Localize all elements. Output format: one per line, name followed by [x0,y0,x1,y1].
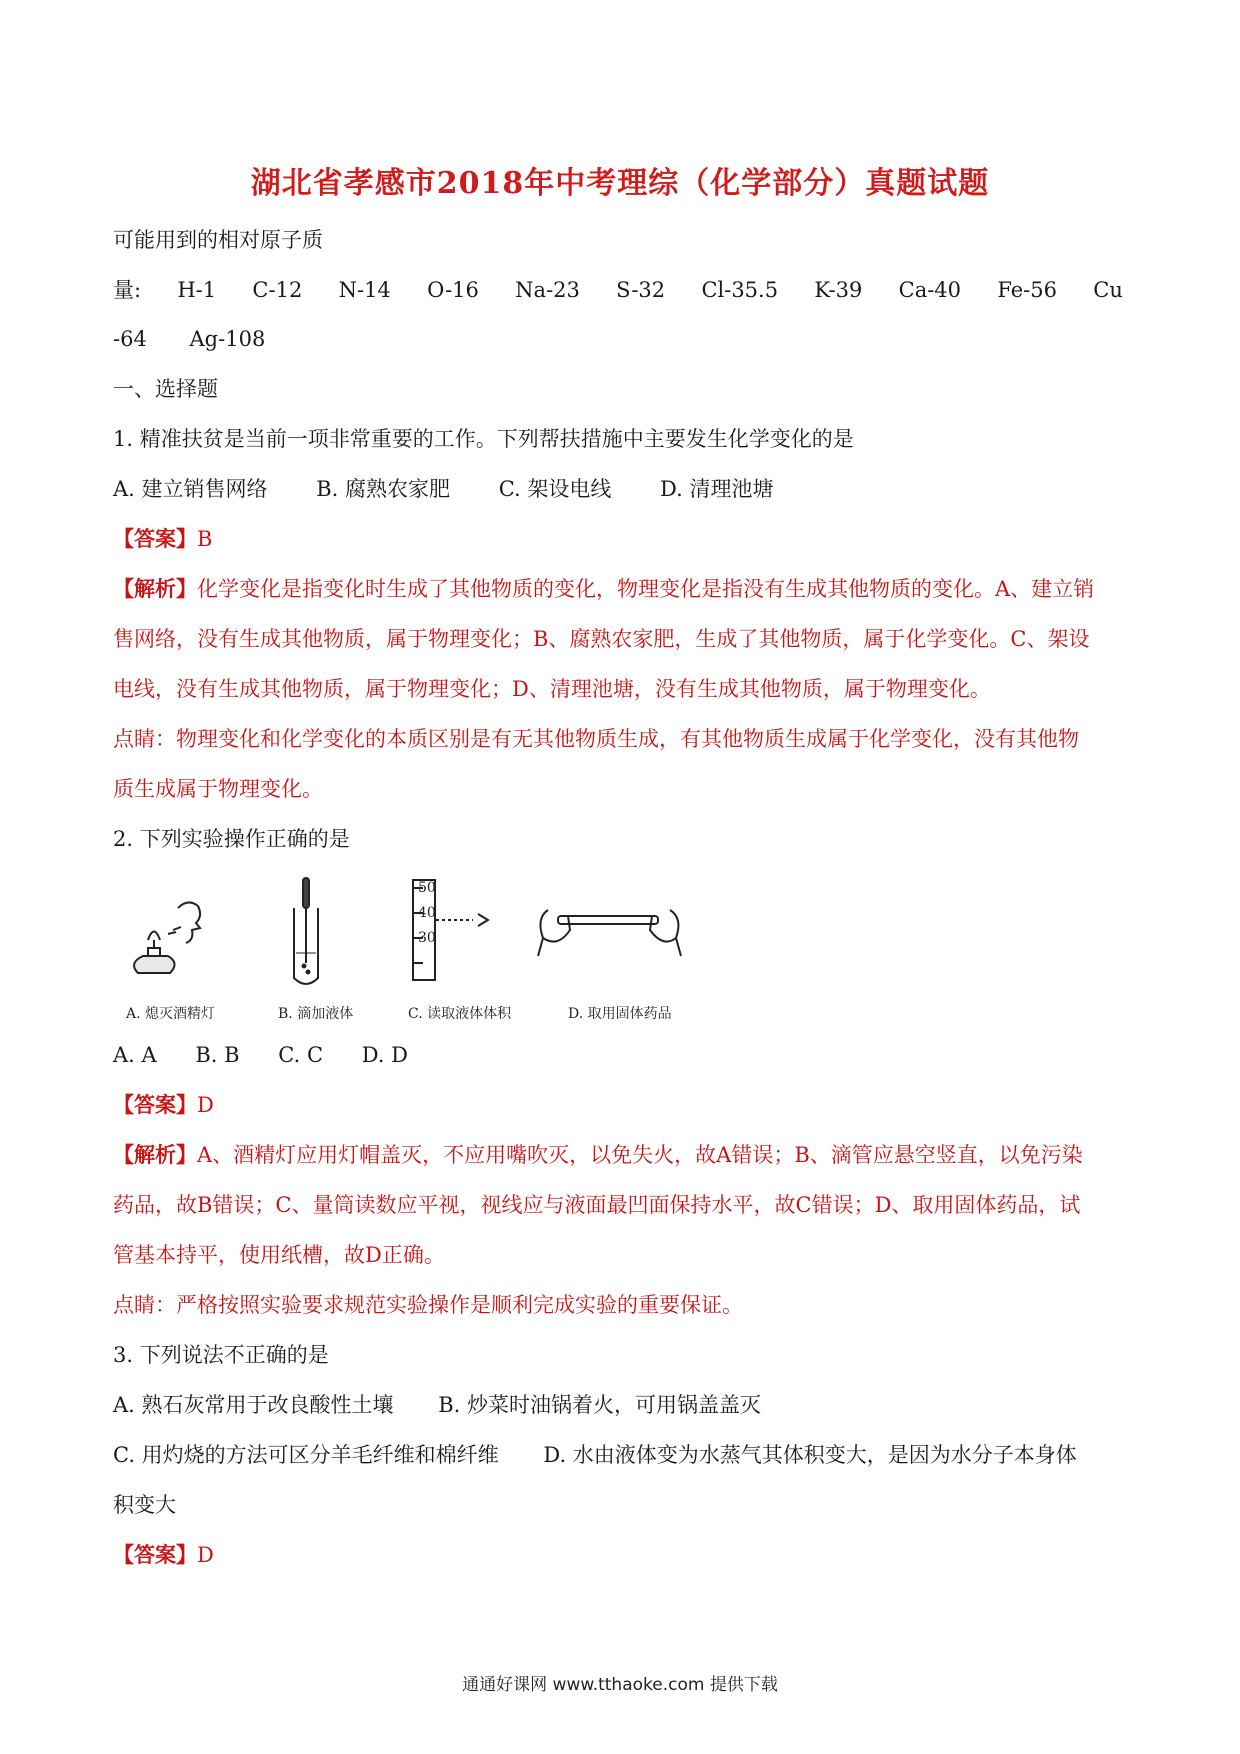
option-c: C. C [278,1043,324,1067]
option-d: D. D [361,1043,408,1067]
section-heading: 一、选择题 [113,377,218,401]
question-3-options-ab [113,1390,761,1420]
option-b: B. 炒菜时油锅着火，可用锅盖盖灭 [438,1393,761,1417]
solid-reagent-illustration [538,910,681,956]
question-3-options-cd [113,1440,1077,1470]
page-title: 湖北省孝感市2018年中考理综（化学部分）真题试题 [250,166,990,201]
question-2-answer [113,1090,214,1120]
question-2-stem: 2. 下列实验操作正确的是 [113,827,350,851]
figure-label-c: C. 读取液体体积 [408,1006,512,1022]
analysis-text: 化学变化是指变化时生成了其他物质的变化，物理变化是指没有生成其他物质的变化。A、建立销 [197,577,1095,601]
option-a: A. 建立销售网络 [113,477,268,501]
option-a: A. 熟石灰常用于改良酸性土壤 [113,1393,394,1417]
option-c: C. 架设电线 [498,477,612,501]
question-1-analysis-line-1 [113,574,1094,604]
analysis-tag: 【解析】 [113,1142,197,1167]
question-1-analysis-line-3: 电线，没有生成其他物质，属于物理变化；D、清理池塘，没有生成其他物质，属于物理变化。 [113,677,991,701]
question-2-analysis-line-3: 管基本持平，使用纸槽，故D正确。 [113,1243,445,1267]
atomic-mass: Cl-35.5 [701,278,779,302]
alcohol-lamp-illustration [134,902,200,973]
cylinder-tick-40: 40 [418,905,436,921]
option-d: D. 清理池塘 [660,477,774,501]
atomic-masses-row [113,275,1123,305]
atomic-mass: Na-23 [515,278,580,302]
question-2-options [113,1040,450,1070]
analysis-tag: 【解析】 [113,576,197,601]
atomic-mass: Ag-108 [189,327,266,351]
figure-label-a: A. 熄灭酒精灯 [126,1006,216,1022]
atomic-mass: H-1 [177,278,217,302]
atomic-mass: N-14 [338,278,391,302]
answer-tag: 【答案】 [113,526,197,551]
atomic-prefix: 量: [113,278,142,302]
option-b: B. 腐熟农家肥 [316,477,450,501]
figure-label-d: D. 取用固体药品 [568,1006,672,1022]
question-3-answer [113,1540,214,1570]
dropper-illustration [294,878,318,984]
cylinder-tick-30: 30 [418,930,436,946]
question-1-analysis-line-2: 售网络，没有生成其他物质，属于物理变化；B、腐熟农家肥，生成了其他物质，属于化学变化。C、架设 [113,627,1090,651]
atomic-mass: -64 [113,327,147,351]
question-2-tip: 点睛：严格按照实验要求规范实验操作是顺利完成实验的重要保证。 [113,1293,743,1317]
atomic-intro: 可能用到的相对原子质 [113,228,323,252]
question-1-stem: 1. 精准扶贫是当前一项非常重要的工作。下列帮扶措施中主要发生化学变化的是 [113,427,854,451]
question-2-analysis-line-2: 药品，故B错误；C、量筒读数应平视，视线应与液面最凹面保持水平，故C错误；D、取用固体药品，试 [113,1193,1081,1217]
question-2-analysis-line-1 [113,1140,1083,1170]
atomic-masses-row-2 [113,324,265,354]
atomic-mass: O-16 [427,278,479,302]
question-1-tip-line-1: 点睛：物理变化和化学变化的本质区别是有无其他物质生成，有其他物质生成属于化学变化，没有其他物 [113,727,1079,751]
question-3-stem: 3. 下列说法不正确的是 [113,1343,329,1367]
option-a: A. A [113,1043,157,1067]
answer-tag: 【答案】 [113,1092,197,1117]
question-3-option-d-cont: 积变大 [113,1493,176,1517]
analysis-text: A、酒精灯应用灯帽盖灭，不应用嘴吹灭，以免失火，故A错误；B、滴管应悬空竖直，以免污染 [197,1143,1083,1167]
lab-operations-figure [118,868,718,1028]
cylinder-tick-50: 50 [418,880,436,896]
atomic-mass: Ca-40 [898,278,962,302]
answer-value: B [197,527,213,551]
option-c: C. 用灼烧的方法可区分羊毛纤维和棉纤维 [113,1443,499,1467]
question-1-options [113,474,816,504]
atomic-mass: S-32 [616,278,666,302]
answer-value: D [197,1543,214,1567]
atomic-mass: K-39 [814,278,863,302]
figure-label-b: B. 滴加液体 [278,1006,354,1022]
option-d: D. 水由液体变为水蒸气其体积变大，是因为水分子本身体 [543,1443,1077,1467]
question-1-tip-line-2: 质生成属于物理变化。 [113,777,323,801]
atomic-mass: Fe-56 [997,278,1057,302]
option-b: B. B [195,1043,240,1067]
atomic-mass: C-12 [252,278,303,302]
page-footer: 通通好课网 www.tthaoke.com 提供下载 [462,1675,778,1695]
answer-tag: 【答案】 [113,1542,197,1567]
answer-value: D [197,1093,214,1117]
atomic-mass: Cu [1093,278,1123,302]
question-1-answer [113,524,212,554]
